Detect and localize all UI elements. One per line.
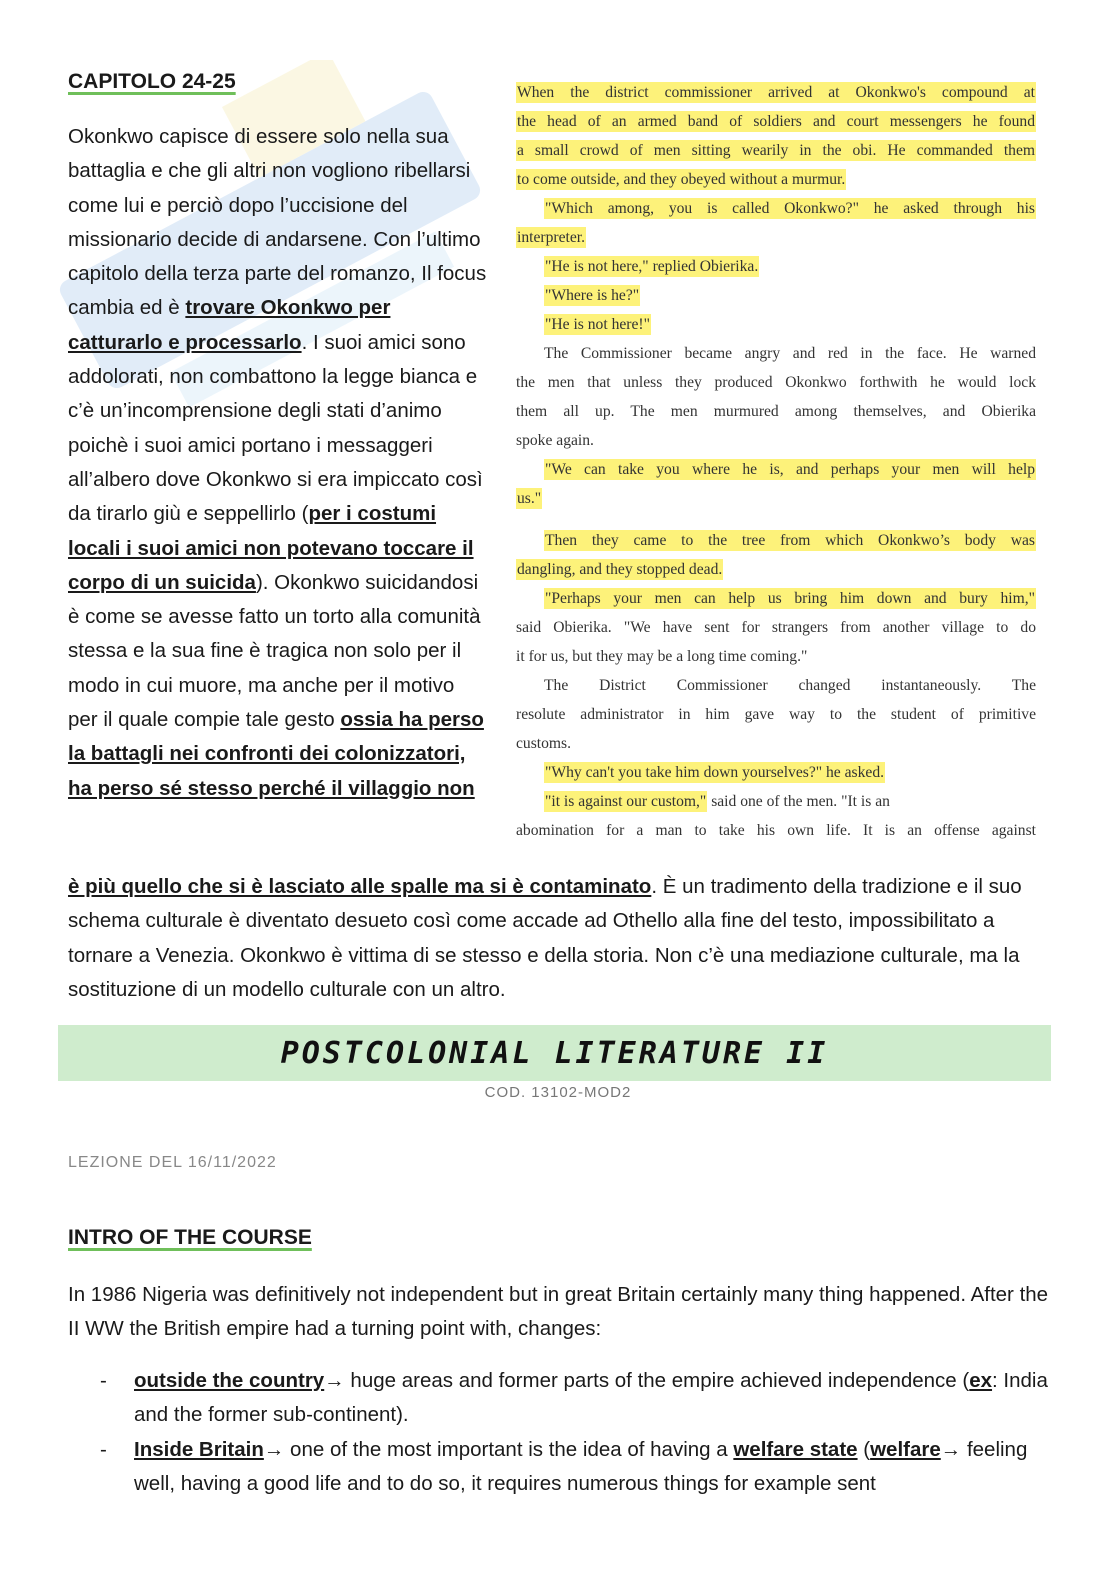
highlighted-text: a small crowd of men sitting wearily in the obi. He commanded them xyxy=(517,142,1035,159)
excerpt-text: resolute administrator in him gave way to the student of primitive xyxy=(516,706,1036,723)
highlighted-text: the head of an armed band of soldiers and court messengers he found xyxy=(517,113,1035,130)
chapter-run-text: Okonkwo capisce di essere solo nella sua battaglia e che gli altri non vogliono ribellarsi come lui e perciò dopo l’uccisione del missionario decide di andarsene. Con l’ultimo capitolo della terza parte del romanzo, Il focus cambia ed è xyxy=(68,125,487,320)
excerpt-text: said Obierika. "We have sent for strangers from another village to do xyxy=(516,619,1036,636)
excerpt-line xyxy=(516,281,1036,310)
bullet-dash-icon: - xyxy=(100,1369,107,1392)
chapter-title: CAPITOLO 24-25 xyxy=(68,70,236,93)
chapter-paragraph-left xyxy=(68,120,488,806)
chapter-run-emphasis: ossia ha perso la battagli nei confronti dei colonizzatori, ha perso sé stesso perché il villaggio non xyxy=(68,708,484,800)
excerpt-line xyxy=(516,165,1036,194)
excerpt-line xyxy=(516,729,1036,758)
chapter-paragraph-full xyxy=(68,870,1048,1007)
excerpt-text: The District Commissioner changed instantaneously. The xyxy=(544,677,1036,694)
highlighted-text: "it is against our custom," xyxy=(545,793,707,810)
intro-bullet-item xyxy=(100,1433,1050,1502)
excerpt-line xyxy=(516,816,1036,845)
excerpt-line xyxy=(516,613,1036,642)
excerpt-line xyxy=(516,223,1036,252)
excerpt-line xyxy=(516,787,1036,816)
bullet-run-text: → feeling well, having a good life and to do so, it requires numerous things for example sent xyxy=(134,1437,1028,1495)
excerpt-line xyxy=(516,584,1036,613)
highlighted-text: Then they came to the tree from which Okonkwo’s body was xyxy=(545,532,1035,549)
excerpt-text: abomination for a man to take his own life. It is an offense against xyxy=(516,822,1036,839)
highlighted-text: "Why can't you take him down yourselves?" he asked. xyxy=(545,764,885,781)
bullet-dash-icon: - xyxy=(100,1437,107,1461)
highlighted-text: "He is not here!" xyxy=(545,316,650,333)
excerpt-line xyxy=(516,310,1036,339)
highlighted-text: "We can take you where he is, and perhaps your men will help xyxy=(545,461,1035,478)
excerpt-text: said one of the men. "It is an xyxy=(707,793,890,810)
bullet-run-text: : India and the former sub-continent). xyxy=(134,1369,1048,1427)
excerpt-line xyxy=(516,526,1036,555)
bullet-run-emphasis: outside the country xyxy=(134,1369,325,1392)
intro-bullet-list xyxy=(100,1364,1050,1501)
chapter-run-text: ). Okonkwo suicidandosi è come se avesse fatto un torto alla comunità stessa e la sua fine è tragica non solo per il modo in cui muore, ma anche per il motivo per il quale compie tale gesto xyxy=(68,570,481,732)
highlighted-text: dangling, and they stopped dead. xyxy=(517,561,723,578)
excerpt-line xyxy=(516,555,1036,584)
excerpt-text: The Commissioner became angry and red in the face. He warned xyxy=(544,345,1036,362)
bullet-run-text: ( xyxy=(857,1437,871,1461)
highlighted-text: "Where is he?" xyxy=(545,287,640,304)
excerpt-line xyxy=(516,484,1036,513)
highlighted-text: "He is not here," replied Obierika. xyxy=(545,258,759,275)
chapter-run-emphasis: è più quello che si è lasciato alle spalle ma si è contaminato xyxy=(68,875,652,898)
bullet-run-emphasis: ex xyxy=(969,1369,993,1392)
course-title: POSTCOLONIAL LITERATURE II xyxy=(280,1035,829,1071)
highlighted-text: "Which among, you is called Okonkwo?" he asked through his xyxy=(545,200,1035,217)
excerpt-line xyxy=(516,252,1036,281)
intro-bullet-item xyxy=(100,1364,1050,1433)
excerpt-line xyxy=(516,700,1036,729)
excerpt-line xyxy=(516,758,1036,787)
excerpt-line xyxy=(516,194,1036,223)
excerpt-text: it for us, but they may be a long time coming." xyxy=(516,648,808,665)
bullet-run-emphasis: Inside Britain xyxy=(134,1437,264,1461)
excerpt-text: the men that unless they produced Okonkwo forthwith he would lock xyxy=(516,374,1036,391)
course-code: COD. 13102-MOD2 xyxy=(484,1084,632,1101)
highlighted-text: When the district commissioner arrived at Okonkwo's compound at xyxy=(517,84,1035,101)
excerpt-text: spoke again. xyxy=(516,432,594,449)
excerpt-line xyxy=(516,671,1036,700)
lesson-date: LEZIONE DEL 16/11/2022 xyxy=(68,1154,277,1171)
highlighted-text: "Perhaps your men can help us bring him down and bury him," xyxy=(545,590,1035,607)
excerpt-line xyxy=(516,397,1036,426)
intro-paragraph: In 1986 Nigeria was definitively not independent but in great Britain certainly many thing happened. After the II WW the British empire had a turning point with, changes: xyxy=(68,1283,1049,1341)
bullet-run-emphasis: welfare state xyxy=(733,1437,858,1461)
excerpt-line xyxy=(516,78,1036,107)
excerpt-line xyxy=(516,642,1036,671)
chapter-run-text: . È un tradimento della tradizione e il suo schema culturale è diventato desueto così come accade ad Othello alla fine del testo, impossibilitato a tornare a Venezia. Okonkwo è vittima di se stesso e della storia. Non c’è una mediazione culturale, ma la sostituzione di un modello culturale con un altro. xyxy=(68,875,1022,1001)
highlighted-text: interpreter. xyxy=(517,229,585,246)
highlighted-text: us." xyxy=(517,490,542,507)
excerpt-line xyxy=(516,339,1036,368)
excerpt-block-1 xyxy=(516,78,1036,513)
chapter-run-emphasis: per i costumi locali i suoi amici non potevano toccare il corpo di un suicida xyxy=(68,502,474,594)
bullet-run-text: → one of the most important is the idea of having a xyxy=(263,1437,734,1461)
highlighted-text: to come outside, and they obeyed without a murmur. xyxy=(517,171,846,188)
excerpt-line xyxy=(516,107,1036,136)
course-banner xyxy=(58,1025,1051,1081)
excerpt-line xyxy=(516,136,1036,165)
excerpt-line xyxy=(516,426,1036,455)
bullet-run-emphasis: welfare xyxy=(870,1437,941,1461)
excerpt-line xyxy=(516,455,1036,484)
book-excerpt-image xyxy=(516,78,1036,848)
chapter-run-emphasis: trovare Okonkwo per catturarlo e processarlo xyxy=(68,296,391,354)
bullet-run-text: → huge areas and former parts of the empire achieved independence ( xyxy=(324,1369,970,1392)
excerpt-text: them all up. The men murmured among themselves, and Obierika xyxy=(516,403,1036,420)
intro-title: INTRO OF THE COURSE xyxy=(68,1226,312,1249)
excerpt-block-2 xyxy=(516,526,1036,845)
excerpt-line xyxy=(516,368,1036,397)
excerpt-text: customs. xyxy=(516,735,572,752)
chapter-run-text: . I suoi amici sono addolorati, non combattono la legge bianca e c’è un’incomprensione degli stati d’animo poichè i suoi amici portano i messaggeri all’albero dove Okonkwo si era impiccato così da tirarlo giù e seppellirlo ( xyxy=(68,330,483,526)
